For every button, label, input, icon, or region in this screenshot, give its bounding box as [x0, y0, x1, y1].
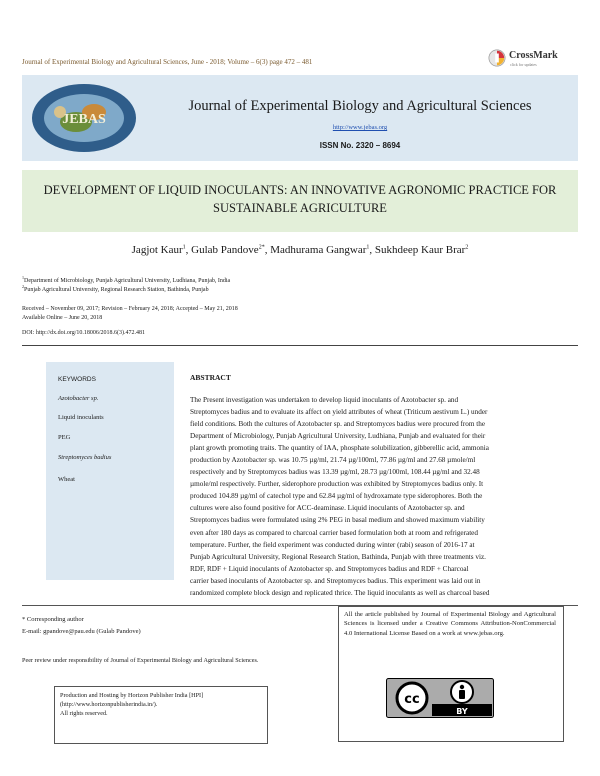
keyword-item: Streptomyces badius [58, 454, 112, 461]
logo-text: JEBAS [62, 112, 106, 127]
cc-by-badge[interactable] [386, 678, 494, 718]
abstract-line: cultures were also found positive for ACC-deaminase. Liquid inoculants of Azotobacter sp. and [190, 504, 465, 513]
abstract-line: production by Azotobacter sp. was 10.75 µg/ml, 21.74 µg/100ml, 77.86 µg/ml and 27.68 µmole/ml [190, 456, 476, 465]
abstract-line: The Present investigation was undertaken to develop liquid inoculants of Azotobacter sp. and [190, 396, 459, 404]
crossmark-badge[interactable] [488, 48, 558, 72]
cc-by-icon [386, 678, 494, 718]
author-list [22, 244, 578, 256]
keyword-item: Liquid inoculants [58, 414, 104, 421]
author-affiliation-mark: 1 [366, 244, 370, 251]
hosting-line: Production and Hosting by Horizon Publisher India [HPI] [60, 692, 204, 699]
affiliation-text: Department of Microbiology, Punjab Agricultural University, Ludhiana, Punjab, India [24, 278, 231, 284]
journal-url-link[interactable]: http://www.jebas.org [332, 124, 388, 131]
abstract-line: carrier based inoculants of Azotobacter sp. and Streptomyces badius. This experiment was laid out in [190, 576, 481, 585]
affiliation-mark: 1 [22, 275, 24, 280]
by-label: BY [456, 707, 468, 716]
author-affiliation-mark: 2* [258, 244, 265, 251]
author-affiliation-mark: 1 [182, 244, 186, 251]
hosting-line: All rights reserved. [60, 710, 108, 717]
online-date: Available Online – June 20, 2018 [22, 315, 103, 321]
cc-label: cc [404, 692, 420, 707]
crossmark-icon [488, 49, 506, 67]
affiliation-mark: 2 [22, 284, 24, 289]
abstract-line: RDF, RDF + Liquid inoculants of Azotobacter sp. and Streptomyces badius and RDF + Charcoal [190, 564, 469, 573]
license-text: All the article published by Journal of Experimental Biology and Agricultural Sciences is licensed under a Creative Commons Attribution-NonCommercial 4.0 International License Based on a work at www.jebas.org. [344, 611, 556, 637]
author-separator: , [264, 244, 271, 256]
affiliation-text: Punjab Agricultural University, Regional Research Station, Bathinda, Punjab [24, 287, 209, 293]
abstract-line: field conditions. Both the cultures of Azotobacter sp. and Streptomyces badius were procured from the [190, 420, 486, 429]
doi-link[interactable]: DOI: http://dx.doi.org/10.18006/2018.6(3).472.481 [22, 330, 146, 336]
author-name: Madhurama Gangwar [270, 244, 367, 256]
paper-title: DEVELOPMENT OF LIQUID INOCULANTS: AN INNOVATIVE AGRONOMIC PRACTICE FOR SUSTAINABLE AGRICULTURE [43, 183, 557, 215]
abstract-line: Streptomyces badius were formulated using 2% PEG in basal medium and showed maximum viability [190, 516, 485, 525]
author-separator: , [369, 244, 375, 256]
author-affiliation-mark: 2 [465, 244, 469, 251]
abstract-line: plant growth promoting traits. The quantity of IAA, phosphate solubilization, gibberellic acid, ammonia [190, 444, 489, 453]
abstract-line: Punjab Agricultural University, Regional Research Station, Bathinda, Punjab with three treatments viz. [190, 552, 486, 561]
divider [22, 345, 578, 346]
hosting-line[interactable]: (http://www.horizonpublisherindia.in/). [60, 701, 158, 708]
author-name: Sukhdeep Kaur Brar [374, 244, 466, 256]
abstract-line: even after 180 days as compared to charcoal carrier based formulation both at room and refrigerated [190, 528, 478, 537]
running-head: Journal of Experimental Biology and Agricultural Sciences, June - 2018; Volume – 6(3) page 472 – 481 [22, 58, 313, 66]
abstract-body [190, 394, 568, 599]
abstract-line: produced 104.89 µg/ml of catechol type and 62.84 µg/ml of hydroxamate type siderophores. Both the [190, 492, 483, 501]
author-name: Gulab Pandove [191, 244, 259, 256]
author-separator: , [185, 244, 192, 256]
issn-number: ISSN No. 2320 – 8694 [319, 141, 401, 150]
affiliation-2 [22, 284, 209, 293]
abstract-line: randomized complete block design and replicated thrice. The liquid inoculants as well as charcoal based [190, 588, 490, 597]
keyword-item: Wheat [58, 476, 75, 483]
peer-review-note: Peer review under responsibility of Journal of Experimental Biology and Agricultural Sciences. [22, 657, 259, 664]
hosting-note [60, 691, 260, 718]
crossmark-sub: click for updates [510, 62, 537, 67]
journal-title: Journal of Experimental Biology and Agricultural Sciences [188, 98, 532, 114]
abstract-line: temperature. Further, the field experiment was conducted during winter (rabi) season of 2016-17 at [190, 540, 475, 549]
abstract-line: µmole/ml respectively. Further, siderophore production was exhibited by Streptomyces badius only. It [190, 480, 484, 489]
journal-logo [30, 82, 138, 154]
crossmark-label: CrossMark [509, 50, 558, 61]
keyword-item: PEG [58, 434, 71, 441]
author-email[interactable]: E-mail: gpandove@pau.edu (Gulab Pandove) [22, 628, 141, 635]
abstract-line: Department of Microbiology, Punjab Agricultural University, Ludhiana, Punjab and evaluated for their [190, 432, 486, 441]
author-name: Jagjot Kaur [131, 244, 183, 256]
affiliation-1 [22, 275, 230, 284]
abstract-line: Streptomyces badius and to evaluate its affect on yield attributes of wheat (Triticum aestivum L.) under [190, 408, 488, 417]
corresponding-author: * Corresponding author [22, 616, 84, 623]
abstract-line: respectively and by Streptomyces badius was 13.39 µg/ml, 28.73 µg/100ml, 108.44 µg/ml and 32.48 [190, 468, 480, 477]
abstract-heading: ABSTRACT [190, 373, 231, 382]
jebas-logo-icon [30, 82, 138, 154]
received-dates: Received – November 09, 2017; Revision – February 24, 2018; Accepted – May 21, 2018 [22, 306, 238, 312]
keywords-heading: KEYWORDS [58, 376, 96, 383]
keyword-item: Azotobacter sp. [58, 395, 99, 402]
